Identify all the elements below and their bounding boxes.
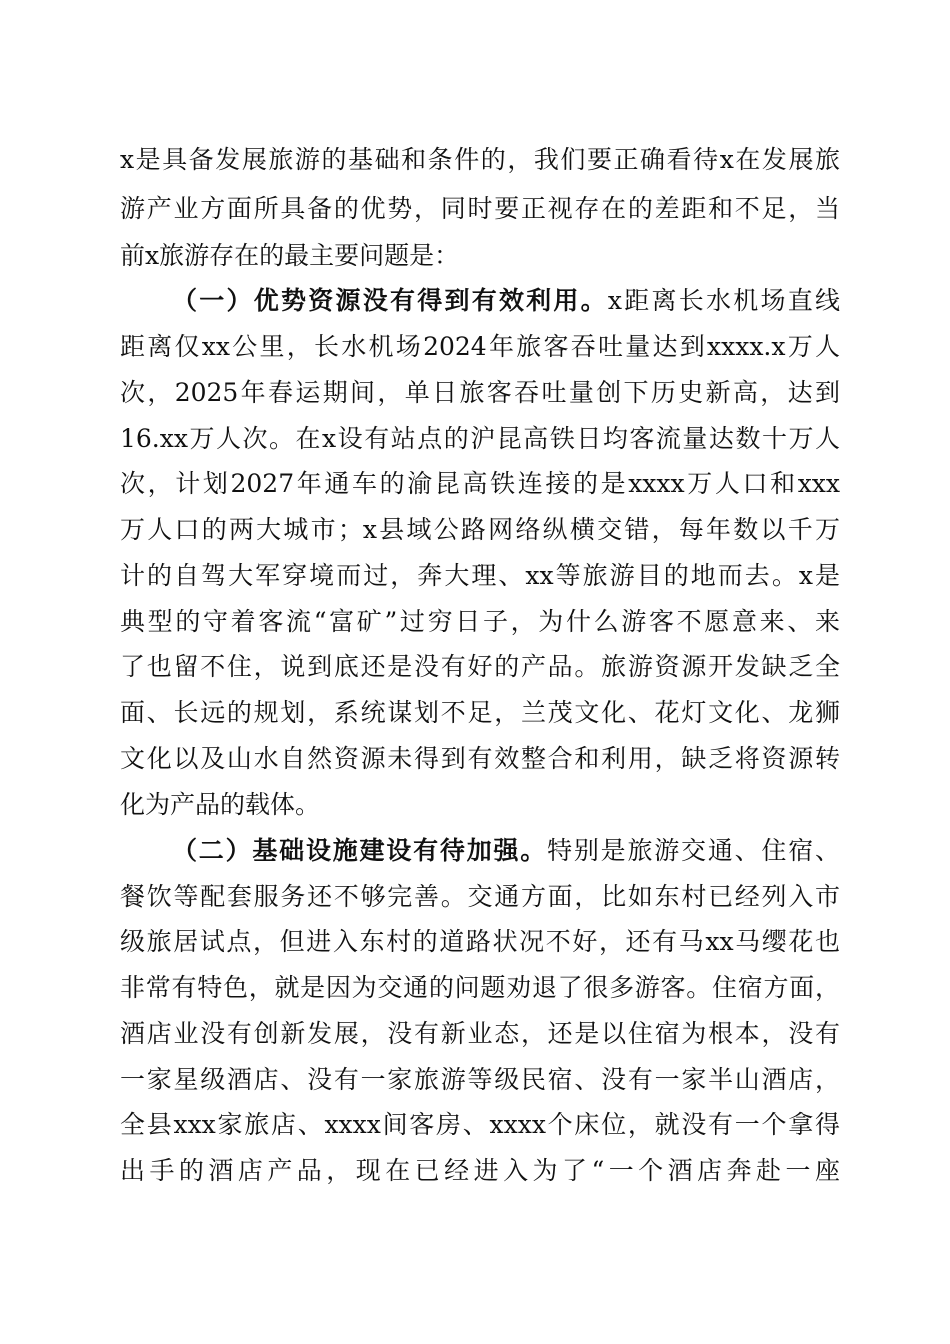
body-text: 特别是旅游交通、住宿、 — [547, 836, 840, 865]
body-line: 级旅居试点，但进入东村的道路状况不好，还有马xx马缨花也 — [120, 927, 840, 956]
body-line: 一家星级酒店、没有一家旅游等级民宿、没有一家半山酒店， — [120, 1065, 840, 1094]
body-line: 计的自驾大军穿境而过，奔大理、xx等旅游目的地而去。x是 — [120, 561, 840, 590]
section-first-line — [172, 286, 840, 316]
body-line: 酒店业没有创新发展，没有新业态，还是以住宿为根本，没有 — [120, 1019, 840, 1048]
section-first-line — [172, 836, 840, 866]
body-line: 次，计划2027年通车的渝昆高铁连接的是xxxx万人口和xxx — [120, 469, 840, 498]
body-line: 了也留不住，说到底还是没有好的产品。旅游资源开发缺乏全 — [120, 652, 840, 681]
body-line: 化为产品的载体。 — [120, 790, 321, 819]
body-line: 次，2025年春运期间，单日旅客吞吐量创下历史新高，达到 — [120, 378, 840, 407]
body-line: 非常有特色，就是因为交通的问题劝退了很多游客。住宿方面， — [120, 973, 840, 1002]
section-heading: （二）基础设施建设有待加强。 — [172, 836, 548, 865]
body-line: 全县xxx家旅店、xxxx间客房、xxxx个床位，就没有一个拿得 — [120, 1110, 840, 1139]
body-line: 万人口的两大城市；x县域公路网络纵横交错，每年数以千万 — [120, 515, 840, 544]
body-line: 餐饮等配套服务还不够完善。交通方面，比如东村已经列入市 — [120, 882, 840, 911]
body-line: 典型的守着客流“富矿”过穷日子，为什么游客不愿意来、来 — [120, 607, 840, 636]
body-line: x是具备发展旅游的基础和条件的，我们要正确看待x在发展旅 — [120, 145, 840, 174]
section-heading: （一）优势资源没有得到有效利用。 — [172, 286, 608, 315]
body-line: 出手的酒店产品，现在已经进入为了“一个酒店奔赴一座 — [120, 1156, 840, 1185]
body-line: 距离仅xx公里，长水机场2024年旅客吞吐量达到xxxx.x万人 — [120, 332, 840, 361]
body-text: x距离长水机场直线 — [607, 286, 840, 315]
body-line: 前x旅游存在的最主要问题是： — [120, 241, 460, 270]
body-line: 面、长远的规划，系统谋划不足，兰茂文化、花灯文化、龙狮 — [120, 698, 840, 727]
body-line: 游产业方面所具备的优势，同时要正视存在的差距和不足，当 — [120, 194, 840, 223]
body-line: 16.xx万人次。在x设有站点的沪昆高铁日均客流量达数十万人 — [120, 424, 840, 453]
body-line: 文化以及山水自然资源未得到有效整合和利用，缺乏将资源转 — [120, 744, 840, 773]
